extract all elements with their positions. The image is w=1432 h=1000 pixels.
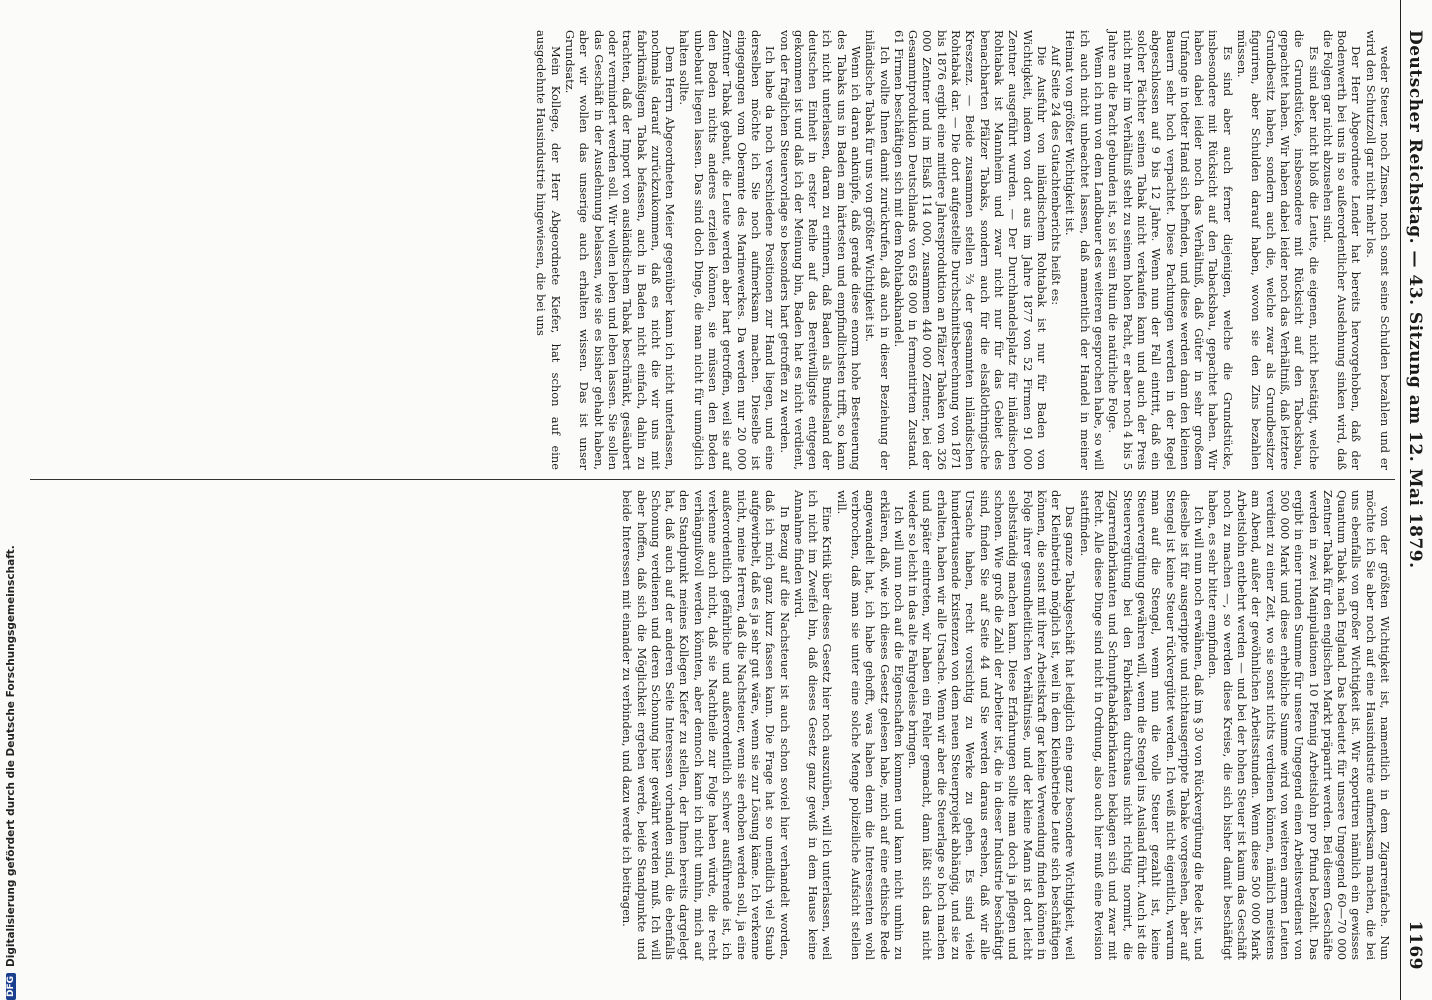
paragraph: Wenn ich nun von dem Landbauer des weiteren gesprochen habe, so will ich auch nicht unbeachtet lassen, daß namentlich der Handel in meiner Heimat von größter Wichtigkeit ist. (1063, 30, 1107, 470)
footer-credit (2, 0, 20, 1000)
paragraph: Dem Herrn Abgeordneten Meier gegenüber kann ich nicht unterlassen, nochmals darauf zurückzukommen, daß es nicht die wir uns mit fabrikmäßigem Tabak befassen, auch in Baden nicht einfach, dahin zu trachten, daß der Import von ausländischem Tabak beschränkt, gesäubert oder vermindert werden soll. Wir wollen leben und leben lassen. Sie sollen das Geschäft in der Ausdehnung belassen, wie sie es bisher gehabt haben, aber wir wollen das unserige auch erhalten wissen. Das ist unser Grundsatz. (563, 30, 678, 470)
paragraph: Die Ausfuhr von inländischem Rohtabak ist nur für Baden von Wichtigkeit, indem von dort aus im Jahre 1877 von 52 Firmen 91 000 Zentner ausgeführt wurden. — Der Durchhandelsplatz für inländischen Rohtabak ist Mannheim und zwar nicht nur für das Gebiet des benachbarten Pfälzer Tabaks, sondern auch für die elsaßlothringische Kreszenz. — Beide zusammen stellen ⅔ der gesammten inländischen Rohtabak dar. — Die dort aufgestellte Durchschnittsberechnung von 1871 bis 1876 ergibt eine mittlere Jahresproduktion an Pfälzer Tabaken von 326 000 Zentner und im Elsaß 114 000, zusammen 440 000 Zentner, bei der Gesammtproduktion Deutschlands von 658 000 in fermentirtem Zustand. 61 Firmen beschäftigen sich mit dem Rohtabakhandel. (891, 30, 1049, 470)
header-rule (1400, 0, 1401, 1000)
paragraph: In Bezug auf die Nachsteuer ist auch schon soviel hier verhandelt worden, daß ich mich ganz kurz fassen kann. Die Frage hat so unendlich viel Staub aufgewirbelt, daß es ja sehr gut wäre, wenn sie zur Lösung käme. Ich verkenne nicht, meine Herren, daß die Nachsteuer, wenn sie erhoben werden soll, ja eine außerordentlich gefährliche und außerordentlich schwer ausführende ist, ich verkenne auch nicht, daß sie Nachtheile zur Folge haben würde, die recht verhängnißvoll werden könnten, aber dennoch kann ich nicht umhin, mich auf den Standpunkt meines Kollegen Kiefer zu stellen, der Ihnen bereits dargelegt hat, daß auch auf der anderen Seite Interessen vorhanden sind, die ebenfalls Schonung verdienen und deren Schonung hier gewährt werden muß. Ich will aber hoffen, daß sich die Möglichkeit ergeben werde, beide Standpunkte und beide Interessen mit einander zu verbinden, und dazu werde ich beitragen. (620, 490, 792, 960)
dfg-logo: DFG (6, 973, 16, 1000)
page-header (1398, 0, 1432, 1000)
page-number: 1169 (1405, 920, 1425, 970)
credit-text: Digitalisierung gefördert durch die Deutsche Forschungsgemeinschaft. (5, 545, 17, 967)
paragraph: weder Steuer, noch Zinsen, noch sonst seine Schulden bezahlen und er wird den Schutzzoll gar nicht mehr los. (1363, 30, 1392, 470)
paragraph: Ich will nun noch auf die Eigenschaften kommen und kann nicht umhin zu erklären, daß, wie ich dieses Gesetz gelesen habe, mich auf eine ethische Rede angewandelt hat, ich habe gehofft, was haben denn die Interessenten wohl verbrochen, daß man sie unter eine solche Menge polizeiliche Aufsicht stellen will. (834, 490, 906, 960)
paragraph: Der Herr Abgeordnete Lender hat bereits hervorgehoben, daß der Bodenwerth bei uns in so außerordentlicher Ausdehnung sinken wird, daß die Folgen gar nicht abzusehen sind. (1320, 30, 1364, 470)
paragraph: Eine Kritik über dieses Gesetz hier noch auszuüben, will ich unterlassen, weil ich nicht im Zweifel bin, daß dieses Gesetz ganz gewiß in dem Hause keine Annahme finden wird. (791, 490, 835, 960)
paragraph: Ich habe da noch verschiedene Positionen zur Hand liegen, und eine derselben möchte ich Sie noch aufmerksam machen. Dieselbe ist eingegangen vom Oberamte des Marinewerkes. Da werden nur 20 000 Zentner Tabak gebaut, die Leute werden aber hart getroffen, weil sie auf den Boden nichts anderes erzielen können, sie müssen den Boden unbebaut liegen lassen. Das sind doch Dinge, die man nicht für unmöglich halten sollte. (677, 30, 778, 470)
paragraph: Es sind aber nicht bloß die Leute, die eigenen, nicht bestätigt, welche die Grundstücke, insbesondere mit Rücksicht auf den Tabacksbau, gepachtet haben. Wir haben dabei leider noch das Verhältniß, daß letztere Grundbesitz haben, sondern auch die, welche zwar als Grundbesitzer figuriren, aber Schulden darauf haben, wovon sie den Zins bezahlen müssen. (1235, 30, 1321, 470)
paragraph: Wenn ich daran anknüpfe, daß gerade diese enorm hohe Besteuerung des Tabaks uns in Baden am härtesten und empfindlichsten trifft, so kann ich nicht unterlassen, daran zu erinnern, daß Baden als Bundesland der deutschen Einheit in erster Reihe auf das Bereitwilligste entgegen gekommen ist und daß ich der Meinung bin, Baden hat es nicht verdient, von der fraglichen Steuervorlage so besonders hart getroffen zu werden. (777, 30, 864, 470)
paragraph: Auf Seite 24 des Gutachtenberichts heißt es: (1049, 46, 1064, 306)
paragraph: Ich will nun noch erwähnen, daß im § 30 von Rückvergütung die Rede ist, und dieselbe ist für ausgerippte und nichtausgerippte Tabake vorgesehen, aber auf Stengel ist keine Steuer rückvergütet werden. Ich weiß nicht eigentlich, warum man auf die Stengel, wenn nun die volle Steuer gezahlt ist, keine Steuervergütung gewähren will, wenn die Stengel ins Ausland führt. Auch ist die Steuervergütung bei den Fabrikaten durchaus nicht richtig normirt, die Zigarrenfabrikanten und Schnupftabakfabrikanten beklagen sich und zwar mit Recht. Alle diese Dinge sind nicht in Ordnung, also auch hier muß eine Revision stattfinden. (1077, 490, 1207, 960)
paragraph: Mein Kollege, der Herr Abgeordnete Kiefer, hat schon auf eine ausgedehnte Hausindustrie hingewiesen, die bei uns (534, 30, 563, 470)
paragraph: Ich wollte Ihnen damit zurückrufen, daß auch in dieser Beziehung der inländische Tabak für uns von größter Wichtigkeit ist. (863, 30, 892, 470)
paragraph: Das ganze Tabakgeschäft hat lediglich eine ganz besondere Wichtigkeit, weil der Kleinbetrieb möglich ist, weil in dem Kleinbetriebe Leute sich beschäftigen können, die sonst mit ihrer Arbeitskraft gar keine Verwendung finden können in Folge ihrer gesundheitlichen Verhältnisse, und der kleine Mann ist dort leicht selbstständig machen kann. Diese Erfahrungen sollte man doch ja pflegen und schonen. Wie groß die Zahl der Arbeiter ist, die in dieser Industrie beschäftigt sind, finden Sie auf Seite 44 und Sie werden daraus ersehen, daß wir alle Ursache haben, recht vorsichtig zu Werke zu gehen. Es sind viele hunderttausende Existenzen von dem neuen Steuerprojekt abhängig, und sie zu erhalten, haben wir alle Ursache. Wenn wir aber die Steuerlage so hoch machen und später eintreten, wir haben ein Fehler gemacht, dann läßt sich das nicht wieder so leicht in das alte Fahrgeleise bringen. (906, 490, 1078, 960)
header-title: Deutscher Reichstag. — 43. Sitzung am 12. Mai 1879. (1405, 30, 1425, 569)
right-column (392, 490, 1392, 960)
paragraph: Es sind aber auch ferner diejenigen, welche die Grundstücke, insbesondere mit Rücksicht auf den Tabacksbau, gepachtet haben. Wir haben dabei leider noch das Verhältniß, daß Güter in sehr großem Umfange in todter Hand sich befinden, und diese werden dann den kleinen Bauern sehr hoch verpachtet. Diese Pachtungen werden in der Regel abgeschlossen auf 9 bis 12 Jahre. Wenn nun der Fall eintritt, daß ein solcher Pächter seinen Tabak nicht verkaufen kann und auch der Preis nicht mehr im Verhältniß steht zu seinem hohen Pacht, er aber noch 4 bis 5 Jahre an die Pacht gebunden ist, so ist sein Ruin die natürliche Folge. (1106, 30, 1235, 470)
column-divider (30, 479, 1395, 480)
paragraph: von der größten Wichtigkeit ist, namentlich in dem Zigarrenfache. Nun möchte ich Sie aber noch auf eine Hausindustrie aufmerksam machen, die bei uns ebenfalls von großer Wichtigkeit ist. Wir exportiren nämlich ein gewisses Quantum Tabak nach England. Das bedeutet für unsere Umgegend 60—70 000 Zentner Tabak für den englischen Markt präparirt werden. Bei diesem Geschäfte werden in zwei Manipulationen 10 Pfennig Arbeitslohn pro Pfund bezahlt. Das ergibt in einer runden Summe für unsere Umgegend einen Arbeitsverdienst von 500 000 Mark und diese erhebliche Summe wird von weiteren armen Leuten verdient zu einer Zeit, wo sie sonst nichts verdienen können, nämlich meistens am Abend, außer der gewöhnlichen Arbeitsstunden. Wenn diese 500 000 Mark Arbeitslohn entbehrt werden — und bei der hohen Steuer ist kaum das Geschäft noch zu machen —, so werden diese Kreise, die sich bisher damit beschäftigt haben, es sehr bitter empfinden. (1206, 490, 1392, 961)
left-column (392, 30, 1392, 470)
